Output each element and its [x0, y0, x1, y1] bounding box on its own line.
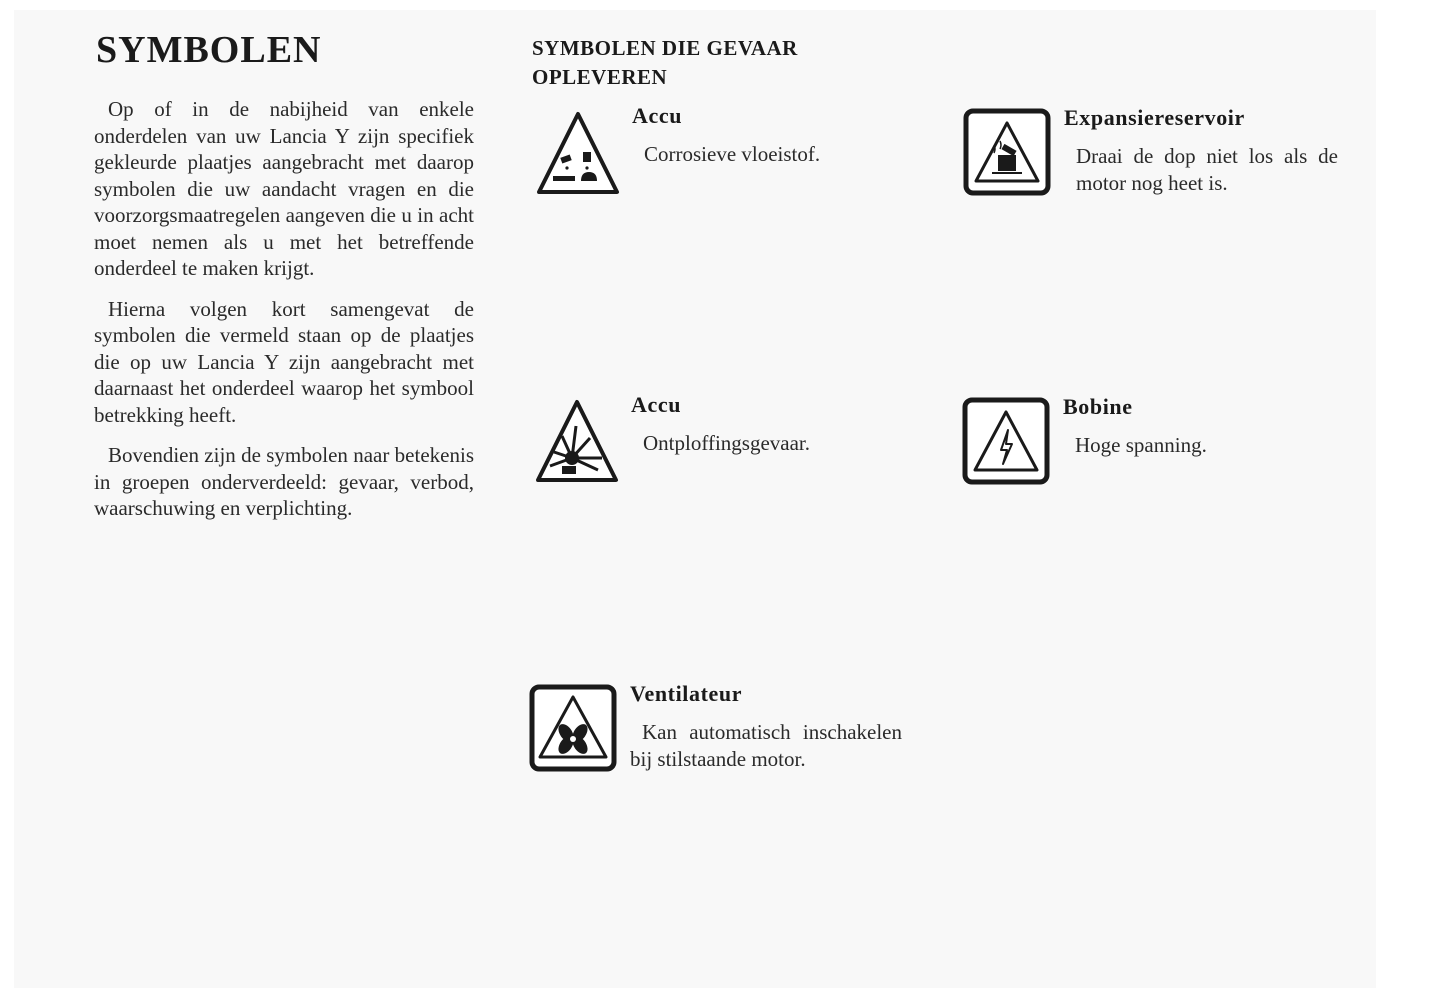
symbol-entry-battery-explosion: [631, 391, 921, 457]
high-voltage-icon: [961, 396, 1051, 486]
intro-paragraph-3: Bovendien zijn de symbolen naar betekenis in groepen onderverdeeld: gevaar, verbod, waarschuwing en verplichting.: [94, 443, 474, 520]
symbol-entry-fan: [630, 680, 902, 773]
symbol-entry-coil: [1063, 393, 1337, 459]
page-title: SYMBOLEN: [96, 29, 322, 71]
symbol-name: Ventilateur: [630, 681, 743, 706]
intro-text: [94, 96, 474, 536]
symbol-entry-battery-corrosive: [632, 102, 922, 168]
symbol-entry-expansion-tank: [1064, 104, 1338, 197]
symbol-description: Kan automatisch inschakelen bij stilstaande motor.: [630, 720, 902, 771]
symbol-description: Ontploffingsgevaar.: [643, 431, 810, 455]
explosion-icon: [532, 396, 622, 486]
symbol-name: Accu: [631, 392, 682, 417]
fan-icon: [528, 683, 618, 773]
symbol-description: Corrosieve vloeistof.: [644, 142, 821, 166]
corrosive-icon: [533, 108, 623, 198]
intro-paragraph-2: Hierna volgen kort samengevat de symbolen die vermeld staan op de plaatjes die op uw Lancia Y zijn aangebracht met daarnaast het onderdeel waarop het symbool betrekking heeft.: [94, 296, 474, 427]
hot-coolant-icon: [962, 107, 1052, 197]
symbol-name: Expansiereservoir: [1064, 105, 1245, 130]
symbol-name: Bobine: [1063, 394, 1133, 419]
section-title: SYMBOLEN DIE GEVAAR OPLEVEREN: [532, 36, 798, 89]
symbol-description: Draai de dop niet los als de motor nog heet is.: [1076, 144, 1338, 195]
intro-paragraph-1: Op of in de nabijheid van enkele onderdelen van uw Lancia Y zijn specifiek gekleurde plaatjes aangebracht met daarop symbolen die uw aandacht vragen en die voorzorgsmaatregelen aangeven die u in acht moet nemen als u met het betreffende onderdeel te maken krijgt.: [94, 97, 474, 280]
symbol-description: Hoge spanning.: [1075, 433, 1207, 457]
symbol-name: Accu: [632, 103, 683, 128]
